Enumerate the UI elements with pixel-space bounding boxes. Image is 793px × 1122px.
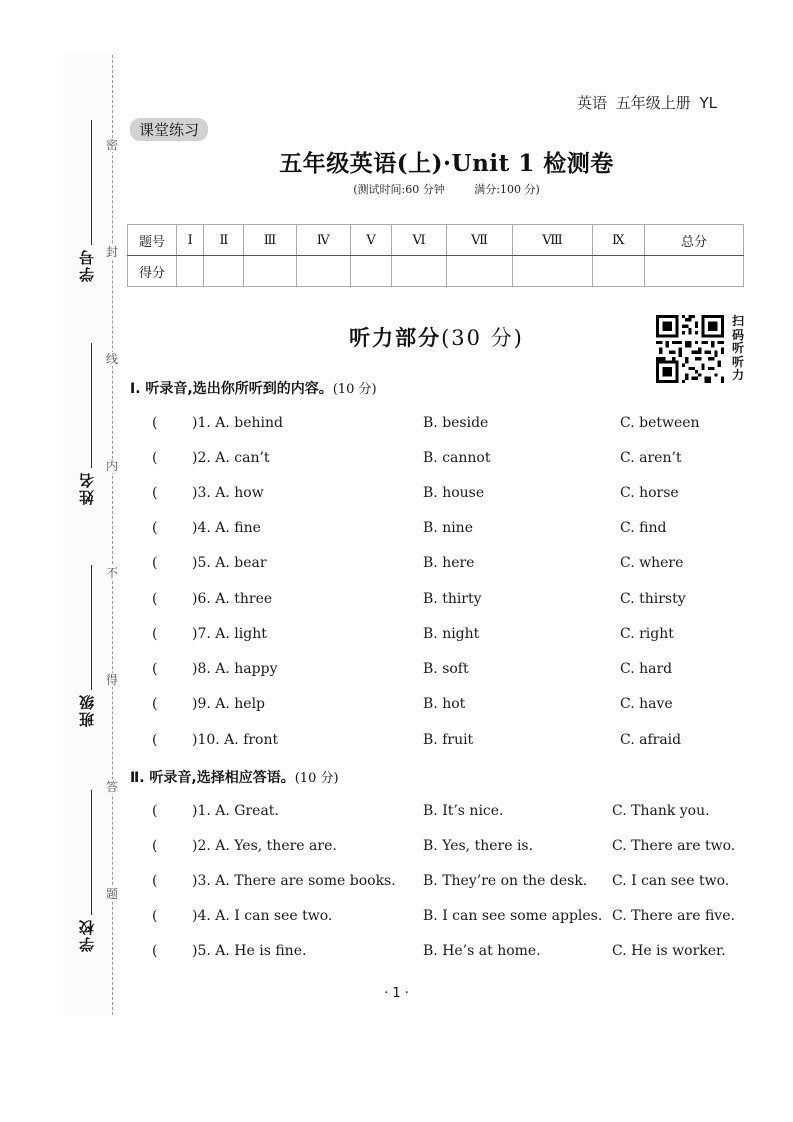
seal-char: 封 xyxy=(106,245,119,259)
seal-char: 得 xyxy=(106,673,119,687)
part2-instruction: Ⅱ. 听录音,选择相应答语。 xyxy=(130,770,295,786)
part1-points: (10 分) xyxy=(332,382,377,397)
option-b: B. They’re on the desk. xyxy=(423,873,588,889)
question-row xyxy=(152,696,752,716)
total-score-header: 总分 xyxy=(645,225,744,256)
option-b: B. house xyxy=(423,485,485,501)
option-b: B. thirty xyxy=(423,591,482,607)
part1-heading xyxy=(130,378,377,398)
part2-points: (10 分) xyxy=(294,771,339,786)
score-cell[interactable] xyxy=(350,256,392,287)
option-c: C. He is worker. xyxy=(612,943,726,959)
answer-blank[interactable]: ( xyxy=(152,555,158,571)
name-label: 姓名 xyxy=(78,471,96,505)
classroom-practice-badge: 课堂练习 xyxy=(130,118,208,141)
answer-blank[interactable]: ( xyxy=(152,908,158,924)
listening-title-text: 听力部分 xyxy=(349,326,442,350)
seal-char: 内 xyxy=(106,459,119,473)
option-c: C. between xyxy=(620,415,700,431)
question-row xyxy=(152,485,752,505)
write-line xyxy=(91,343,92,468)
qr-label-char: 扫 xyxy=(731,314,744,328)
column-header: Ⅷ xyxy=(513,225,592,256)
score-cell[interactable] xyxy=(204,256,244,287)
score-cell[interactable] xyxy=(296,256,350,287)
option-a: )9. A. help xyxy=(192,696,266,712)
school-field[interactable] xyxy=(76,790,100,960)
scan-to-listen-label xyxy=(731,315,745,383)
option-a: )2. A. can’t xyxy=(192,450,270,466)
option-c: C. afraid xyxy=(620,732,682,748)
option-b: B. cannot xyxy=(423,450,491,466)
option-b: B. He’s at home. xyxy=(423,943,541,959)
option-a: )1. A. Great. xyxy=(192,803,279,819)
question-row xyxy=(152,838,752,858)
qr-label-char: 力 xyxy=(731,368,744,383)
full-score: 满分:100 分) xyxy=(474,183,540,196)
seal-char: 线 xyxy=(106,352,119,366)
question-row xyxy=(152,873,752,893)
answer-blank[interactable]: ( xyxy=(152,520,158,536)
score-cell[interactable] xyxy=(392,256,446,287)
option-b: B. fruit xyxy=(423,732,474,748)
column-header: Ⅵ xyxy=(392,225,446,256)
option-a: )8. A. happy xyxy=(192,661,278,677)
answer-blank[interactable]: ( xyxy=(152,626,158,642)
question-row xyxy=(152,520,752,540)
option-c: C. hard xyxy=(620,661,673,677)
answer-blank[interactable]: ( xyxy=(152,732,158,748)
column-header: Ⅳ xyxy=(296,225,350,256)
question-row xyxy=(152,450,752,470)
question-row xyxy=(152,732,752,752)
option-b: B. hot xyxy=(423,696,466,712)
answer-blank[interactable]: ( xyxy=(152,873,158,889)
score-cell[interactable] xyxy=(592,256,644,287)
question-row xyxy=(152,803,752,823)
seal-char: 题 xyxy=(106,887,119,901)
option-c: C. There are five. xyxy=(612,908,735,924)
subject-grade-label: 英语 五年级上册 YL xyxy=(576,94,717,112)
total-score-cell[interactable] xyxy=(645,256,744,287)
option-a: )10. A. front xyxy=(192,732,279,748)
class-field[interactable] xyxy=(76,565,100,735)
option-b: B. here xyxy=(423,555,475,571)
score-cell[interactable] xyxy=(446,256,513,287)
seal-char: 答 xyxy=(106,780,119,794)
answer-blank[interactable]: ( xyxy=(152,591,158,607)
question-row xyxy=(152,555,752,575)
option-c: C. horse xyxy=(620,485,679,501)
question-row xyxy=(152,626,752,646)
answer-blank[interactable]: ( xyxy=(152,838,158,854)
question-row xyxy=(152,661,752,681)
score-cell[interactable] xyxy=(513,256,592,287)
part2-heading xyxy=(130,767,339,787)
column-header: Ⅱ xyxy=(204,225,244,256)
page-title: 五年级英语(上)·Unit 1 检测卷 xyxy=(279,150,614,177)
answer-blank[interactable]: ( xyxy=(152,415,158,431)
question-row xyxy=(152,415,752,435)
option-a: )3. A. how xyxy=(192,485,264,501)
column-header: Ⅲ xyxy=(244,225,296,256)
part1-instruction: Ⅰ. 听录音,选出你所听到的内容。 xyxy=(130,381,333,397)
qr-code-icon[interactable] xyxy=(656,315,724,383)
seal-char: 不 xyxy=(106,566,119,580)
page-number: · 1 · xyxy=(384,986,409,1001)
option-c: C. Thank you. xyxy=(612,803,710,819)
question-row xyxy=(152,908,752,928)
question-row xyxy=(152,943,752,963)
column-header: Ⅰ xyxy=(177,225,204,256)
qr-label-char: 码 xyxy=(731,327,744,342)
option-b: B. night xyxy=(423,626,480,642)
option-c: C. aren’t xyxy=(620,450,682,466)
name-field[interactable] xyxy=(76,343,100,513)
answer-blank[interactable]: ( xyxy=(152,696,158,712)
class-label: 班级 xyxy=(78,693,96,727)
option-a: )4. A. fine xyxy=(192,520,261,536)
option-a: )4. A. I can see two. xyxy=(192,908,333,924)
score-label: 得分 xyxy=(128,256,177,287)
score-table-score-row xyxy=(128,256,744,287)
seal-char: 密 xyxy=(106,138,119,152)
option-a: )5. A. He is fine. xyxy=(192,943,307,959)
score-table-header-row xyxy=(128,225,744,256)
column-header: Ⅸ xyxy=(592,225,644,256)
listening-score: (30 分) xyxy=(441,326,524,350)
write-line xyxy=(91,565,92,690)
option-a: )3. A. There are some books. xyxy=(192,873,396,889)
column-header: Ⅴ xyxy=(350,225,392,256)
test-info xyxy=(0,181,793,197)
option-c: C. I can see two. xyxy=(612,873,730,889)
option-c: C. thirsty xyxy=(620,591,686,607)
option-a: )6. A. three xyxy=(192,591,273,607)
option-b: B. beside xyxy=(423,415,489,431)
seal-cut-line xyxy=(112,55,113,1015)
qr-label-char: 听 xyxy=(731,341,744,356)
column-header: Ⅶ xyxy=(446,225,513,256)
score-table xyxy=(127,224,744,287)
student-id-label: 学号 xyxy=(78,248,96,282)
answer-blank[interactable]: ( xyxy=(152,661,158,677)
option-b: B. nine xyxy=(423,520,473,536)
option-b: B. I can see some apples. xyxy=(423,908,603,924)
test-time: (测试时间:60 分钟 xyxy=(353,183,445,196)
qr-label-char: 听 xyxy=(731,354,744,369)
option-b: B. soft xyxy=(423,661,469,677)
answer-blank[interactable]: ( xyxy=(152,943,158,959)
option-a: )1. A. behind xyxy=(192,415,283,431)
score-cell[interactable] xyxy=(244,256,296,287)
option-c: C. There are two. xyxy=(612,838,736,854)
school-label: 学校 xyxy=(78,918,96,952)
option-b: B. Yes, there is. xyxy=(423,838,534,854)
option-c: C. right xyxy=(620,626,674,642)
score-cell[interactable] xyxy=(177,256,204,287)
option-c: C. where xyxy=(620,555,684,571)
option-c: C. find xyxy=(620,520,667,536)
option-a: )5. A. bear xyxy=(192,555,267,571)
option-c: C. have xyxy=(620,696,673,712)
answer-blank[interactable]: ( xyxy=(152,485,158,501)
option-b: B. It’s nice. xyxy=(423,803,504,819)
question-row xyxy=(152,591,752,611)
option-a: )7. A. light xyxy=(192,626,267,642)
option-a: )2. A. Yes, there are. xyxy=(192,838,337,854)
answer-blank[interactable]: ( xyxy=(152,803,158,819)
answer-blank[interactable]: ( xyxy=(152,450,158,466)
write-line xyxy=(91,790,92,915)
question-number-label: 题号 xyxy=(128,225,177,256)
